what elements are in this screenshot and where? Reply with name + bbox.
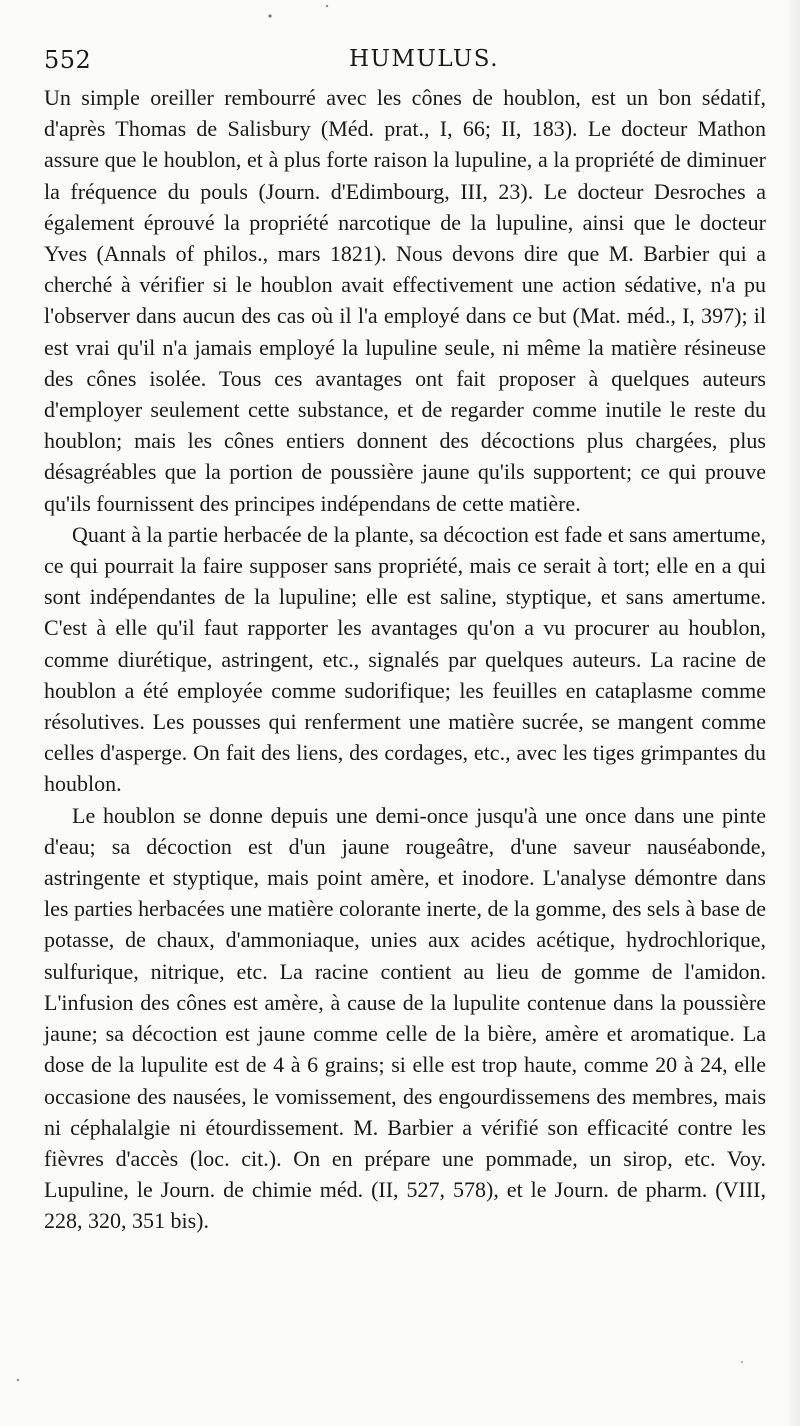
- page-edge-shadow: [786, 0, 800, 1426]
- page-number: 552: [44, 46, 92, 74]
- paragraph-1: Un simple oreiller rembourré avec les cônes de houblon, est un bon sédatif, d'après Thomas de Salisbury (Méd. prat., I, 66; II, 183). Le docteur Mathon assure que le houblon, et à plus forte raison la lupuline, a la propriété de diminuer la fréquence du pouls (Journ. d'Edimbourg, III, 23). Le docteur Desroches a également éprouvé la propriété narcotique de la lupuline, ainsi que le docteur Yves (Annals of philos., mars 1821). Nous devons dire que M. Barbier qui a cherché à vérifier si le houblon avait effectivement une action sédative, n'a pu l'observer dans aucun des cas où il l'a employé dans ce but (Mat. méd., I, 397); il est vrai qu'il n'a jamais employé la lupuline seule, ni même la matière résineuse des cônes isolée. Tous ces avantages ont fait proposer à quelques auteurs d'employer seulement cette substance, et de regarder comme inutile le reste du houblon; mais les cônes entiers donnent des décoctions plus chargées, plus désagréables que la portion de poussière jaune qu'ils supportent; ce qui prouve qu'ils fournissent des principes indépendans de cette matière.: [44, 85, 766, 516]
- body-text: [44, 82, 766, 1237]
- running-title: HUMULUS.: [348, 46, 500, 72]
- paragraph-3: Le houblon se donne depuis une demi-once jusqu'à une once dans une pinte d'eau; sa décoction est d'un jaune rougeâtre, d'une saveur nauséabonde, astringente et styptique, mais point amère, et inodore. L'analyse démontre dans les parties herbacées une matière colorante inerte, de la gomme, des sels à base de potasse, de chaux, d'ammoniaque, unies aux acides acétique, hydrochlorique, sulfurique, nitrique, etc. La racine contient au lieu de gomme de l'amidon. L'infusion des cônes est amère, à cause de la lupulite contenue dans la poussière jaune; sa décoction est jaune comme celle de la bière, amère et aromatique. La dose de la lupulite est de 4 à 6 grains; si elle est trop haute, comme 20 à 24, elle occasione des nausées, le vomissement, des engourdissemens des membres, mais ni céphalalgie ni étourdissement. M. Barbier a vérifié son efficacité contre les fièvres d'accès (loc. cit.). On en prépare une pommade, un sirop, etc. Voy. Lupuline, le Journ. de chimie méd. (II, 527, 578), et le Journ. de pharm. (VIII, 228, 320, 351 bis).: [44, 802, 767, 1234]
- page-header: [44, 46, 774, 80]
- paragraph-2: Quant à la partie herbacée de la plante, sa décoction est fade et sans amertume, ce qui pourrait la faire supposer sans propriété, mais ce serait à tort; elle en a qui sont indépendantes de la lupuline; elle est saline, styptique, et sans amertume. C'est à elle qu'il faut rapporter les avantages qu'on a vu procurer au houblon, comme diurétique, astringent, etc., signalés par quelques auteurs. La racine de houblon a été employée comme sudorifique; les feuilles en cataplasme comme résolutives. Les pousses qui renferment une matière sucrée, se mangent comme celles d'asperge. On fait des liens, des cordages, etc., avec les tiges grimpantes du houblon.: [44, 521, 766, 797]
